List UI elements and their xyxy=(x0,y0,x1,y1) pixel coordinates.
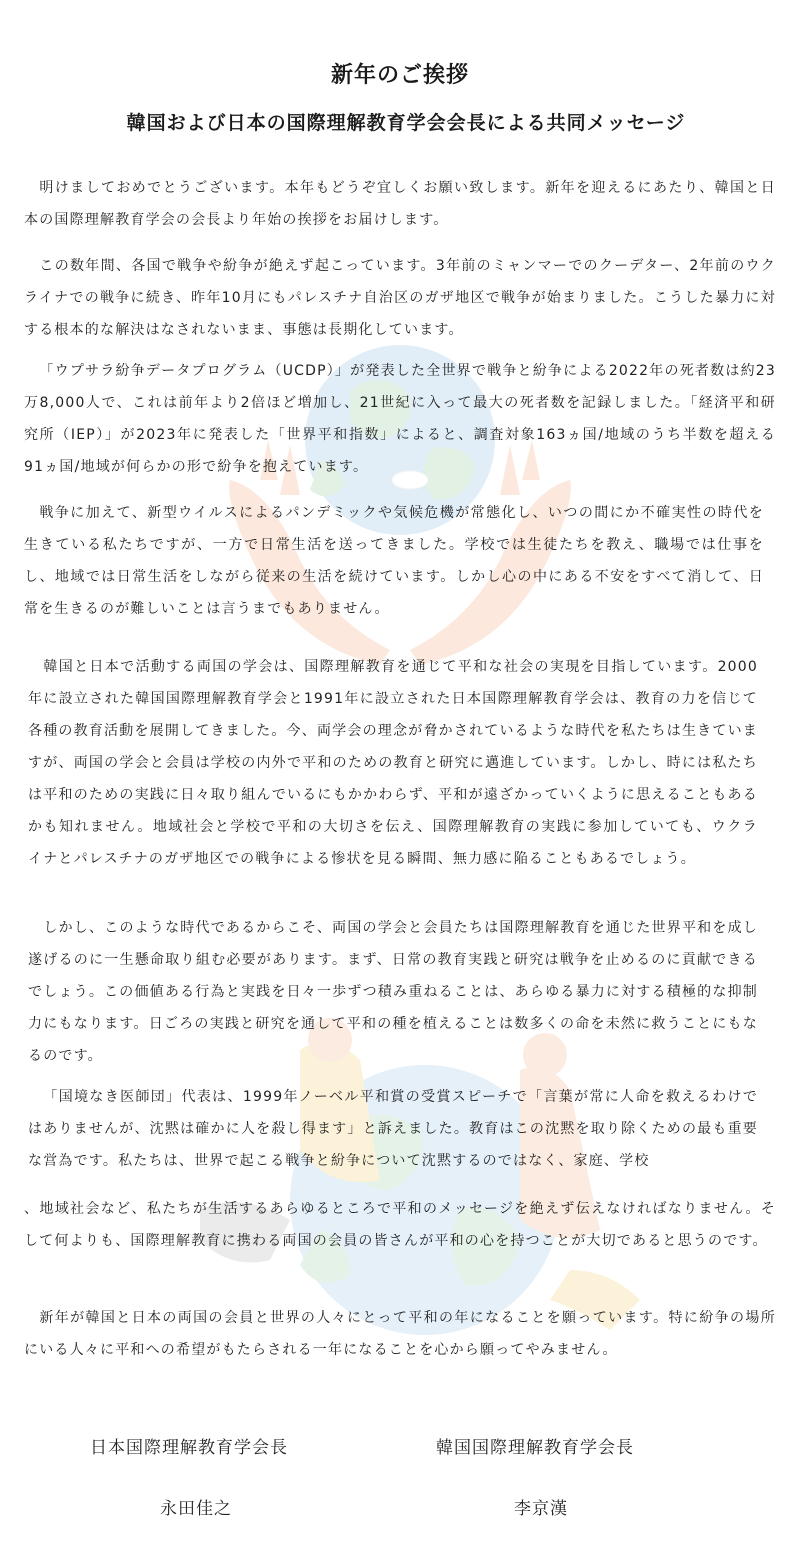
page-title: 新年のご挨拶 xyxy=(330,63,469,88)
paragraph-wishes: 新年が韓国と日本の両国の会員と世界の人々にとって平和の年になることを願っています。特に紛争の場所にいる人々に平和への希望がもたらされる一年になることを心から願ってやみません。 xyxy=(24,1310,776,1358)
paragraph-greeting: 明けましておめでとうございます。本年もどうぞ宜しくお願い致します。新年を迎えるにあたり、韓国と日本の国際理解教育学会の会長より年始の挨拶をお届けします。 xyxy=(24,180,776,228)
paragraph-conflicts: この数年間、各国で戦争や紛争が絶えず起こっています。3年前のミャンマーでのクーデター、2年前のウクライナでの戦争に続き、昨年10月にもパレスチナ自治区のガザ地区で戦争が始まりました。こうした暴力に対する根本的な解決はなされないまま、事態は長期化しています。 xyxy=(24,258,776,338)
paragraph-societies: 韓国と日本で活動する両国の学会は、国際理解教育を通じて平和な社会の実現を目指しています。2000年に設立された韓国国際理解教育学会と1991年に設立された日本国際理解教育学会は、教育の力を信じて各種の教育活動を展開してきました。今、両学会の理念が脅かされているような時代を私たちは生きていますが、両国の学会と会員は学校の内外で平和のための教育と研究に邁進しています。しかし、時には私たちは平和のための実践に日々取り組んでいるにもかかわらず、平和が遠ざかっていくように思えることもあるかも知れません。地域社会と学校で平和の大切さを伝え、国際理解教育の実践に参加していても、ウクライナとパレスチナのガザ地区での戦争による惨状を見る瞬間、無力感に陥ることもあるでしょう。 xyxy=(28,659,758,867)
signature-japan-title: 日本国際理解教育学会長 xyxy=(90,1438,288,1458)
paragraph-uncertainty: 戦争に加えて、新型ウイルスによるパンデミックや気候危機が常態化し、いつの間にか不確実性の時代を生きている私たちですが、一方で日常生活を送ってきました。学校では生徒たちを教え、職場では仕事をし、地域では日常生活をしながら従来の生活を続けています。しかし心の中にある不安をすべて消して、日常を生きるのが難しいことは言うまでもありません。 xyxy=(24,505,764,617)
paragraph-silence-continued: 、地域社会など、私たちが生活するあらゆるところで平和のメッセージを絶えず伝えなければなりません。そして何よりも、国際理解教育に携わる両国の会員の皆さんが平和の心を持つことが大切であると思うのです。 xyxy=(24,1201,776,1249)
paragraph-statistics: 「ウプサラ紛争データプログラム（UCDP）」が発表した全世界で戦争と紛争による2022年の死者数は約23万8,000人で、これは前年より2倍ほど増加し、21世紀に入って最大の死者数を記録しました。「経済平和研究所（IEP）」が2023年に発表した「世界平和指数」によると、調査対象163ヵ国/地域のうち半数を超える91ヵ国/地域が何らかの形で紛争を抱えています。 xyxy=(24,363,776,475)
page-subtitle: 韓国および日本の国際理解教育学会会長による共同メッセージ xyxy=(126,112,686,134)
signature-korea-name: 李京漢 xyxy=(514,1499,568,1519)
paragraph-commitment: しかし、このような時代であるからこそ、両国の学会と会員たちは国際理解教育を通じた世界平和を成し遂げるのに一生懸命取り組む必要があります。まず、日常の教育実践と研究は戦争を止めるのに貢献できるでしょう。この価値ある行為と実践を日々一歩ずつ積み重ねることは、あらゆる暴力に対する積極的な抑制力にもなります。日ごろの実践と研究を通して平和の種を植えることは数多くの命を未然に救うことにもなるのです。 xyxy=(28,920,758,1064)
signature-korea-title: 韓国国際理解教育学会長 xyxy=(436,1438,634,1458)
signature-japan-name: 永田佳之 xyxy=(160,1499,232,1519)
paragraph-silence: 「国境なき医師団」代表は、1999年ノーベル平和賞の受賞スピーチで「言葉が常に人命を救えるわけではありませんが、沈黙は確かに人を殺し得ます」と訴えました。教育はこの沈黙を取り除くための最も重要な営為です。私たちは、世界で起こる戦争と紛争について沈黙するのではなく、家庭、学校 xyxy=(28,1089,758,1169)
